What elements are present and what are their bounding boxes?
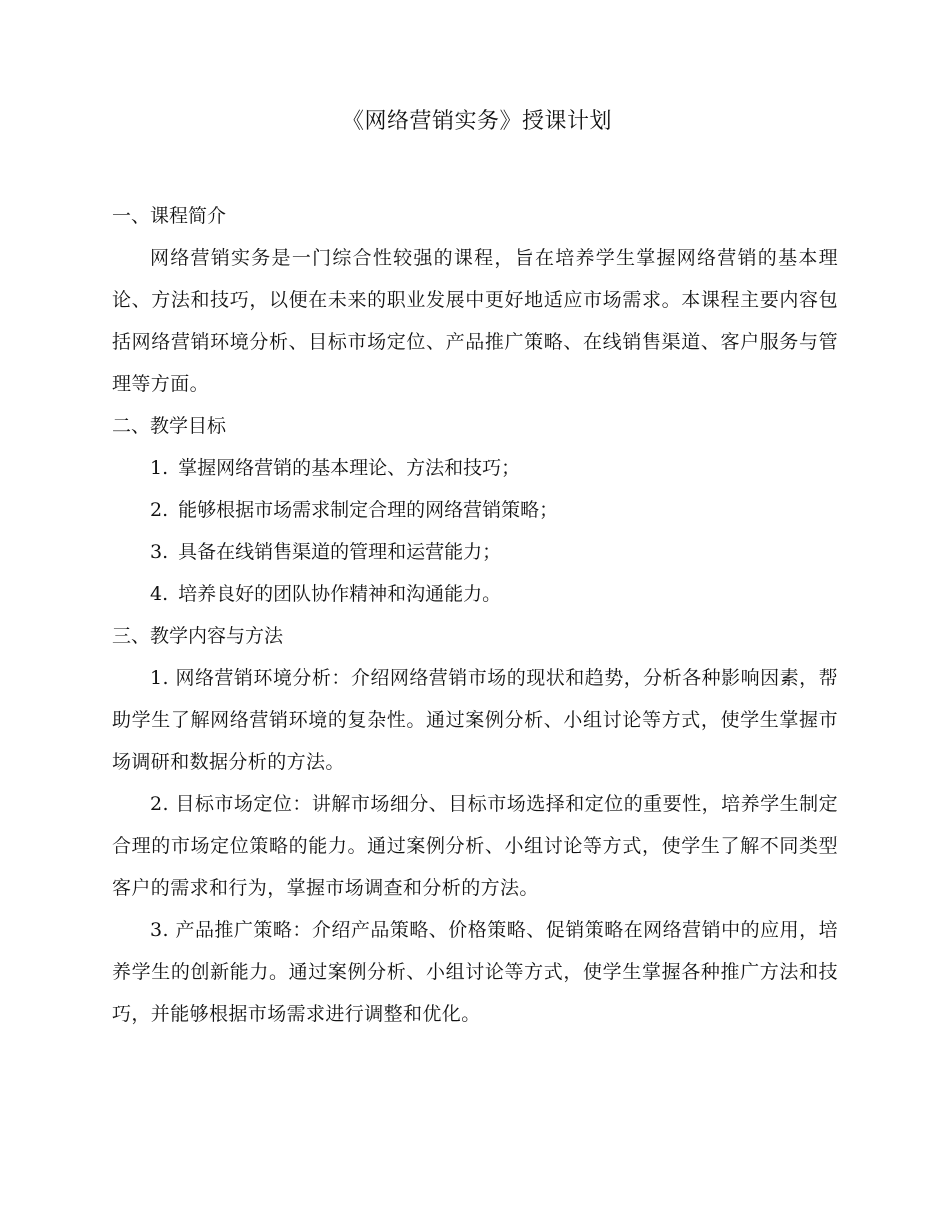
section-teaching-content	[112, 615, 838, 1035]
goal-list	[112, 447, 838, 615]
section-course-intro	[112, 195, 838, 405]
section-heading: 三、教学内容与方法	[112, 625, 284, 647]
section-teaching-goals	[112, 405, 838, 615]
list-item	[112, 573, 838, 615]
section-heading: 二、教学目标	[112, 415, 227, 437]
list-item	[112, 531, 838, 573]
paragraph: 1. 网络营销环境分析：介绍网络营销市场的现状和趋势，分析各种影响因素，帮助学生了解网络营销环境的复杂性。通过案例分析、小组讨论等方式，使学生掌握市场调研和数据分析的方法。	[112, 667, 838, 773]
list-item	[112, 489, 838, 531]
list-item-number: 3.	[150, 541, 169, 563]
list-item	[112, 447, 838, 489]
document-body	[112, 195, 838, 1035]
list-item-text: 掌握网络营销的基本理论、方法和技巧；	[178, 457, 521, 479]
list-item-text: 培养良好的团队协作精神和沟通能力。	[178, 583, 502, 605]
paragraph: 3. 产品推广策略：介绍产品策略、价格策略、促销策略在网络营销中的应用，培养学生的创新能力。通过案例分析、小组讨论等方式，使学生掌握各种推广方法和技巧，并能够根据市场需求进行调整和优化。	[112, 919, 838, 1025]
list-item-number: 4.	[150, 583, 169, 605]
list-item-text: 能够根据市场需求制定合理的网络营销策略；	[178, 499, 559, 521]
document-title: 《网络营销实务》授课计划	[341, 109, 612, 134]
paragraph: 2. 目标市场定位：讲解市场细分、目标市场选择和定位的重要性，培养学生制定合理的市场定位策略的能力。通过案例分析、小组讨论等方式，使学生了解不同类型客户的需求和行为，掌握市场调查和分析的方法。	[112, 793, 838, 899]
list-item-number: 2.	[150, 499, 169, 521]
list-item-text: 具备在线销售渠道的管理和运营能力；	[178, 541, 502, 563]
section-heading: 一、课程简介	[112, 205, 227, 227]
list-item-number: 1.	[150, 457, 169, 479]
paragraph: 网络营销实务是一门综合性较强的课程，旨在培养学生掌握网络营销的基本理论、方法和技巧，以便在未来的职业发展中更好地适应市场需求。本课程主要内容包括网络营销环境分析、目标市场定位、产品推广策略、在线销售渠道、客户服务与管理等方面。	[112, 247, 838, 395]
